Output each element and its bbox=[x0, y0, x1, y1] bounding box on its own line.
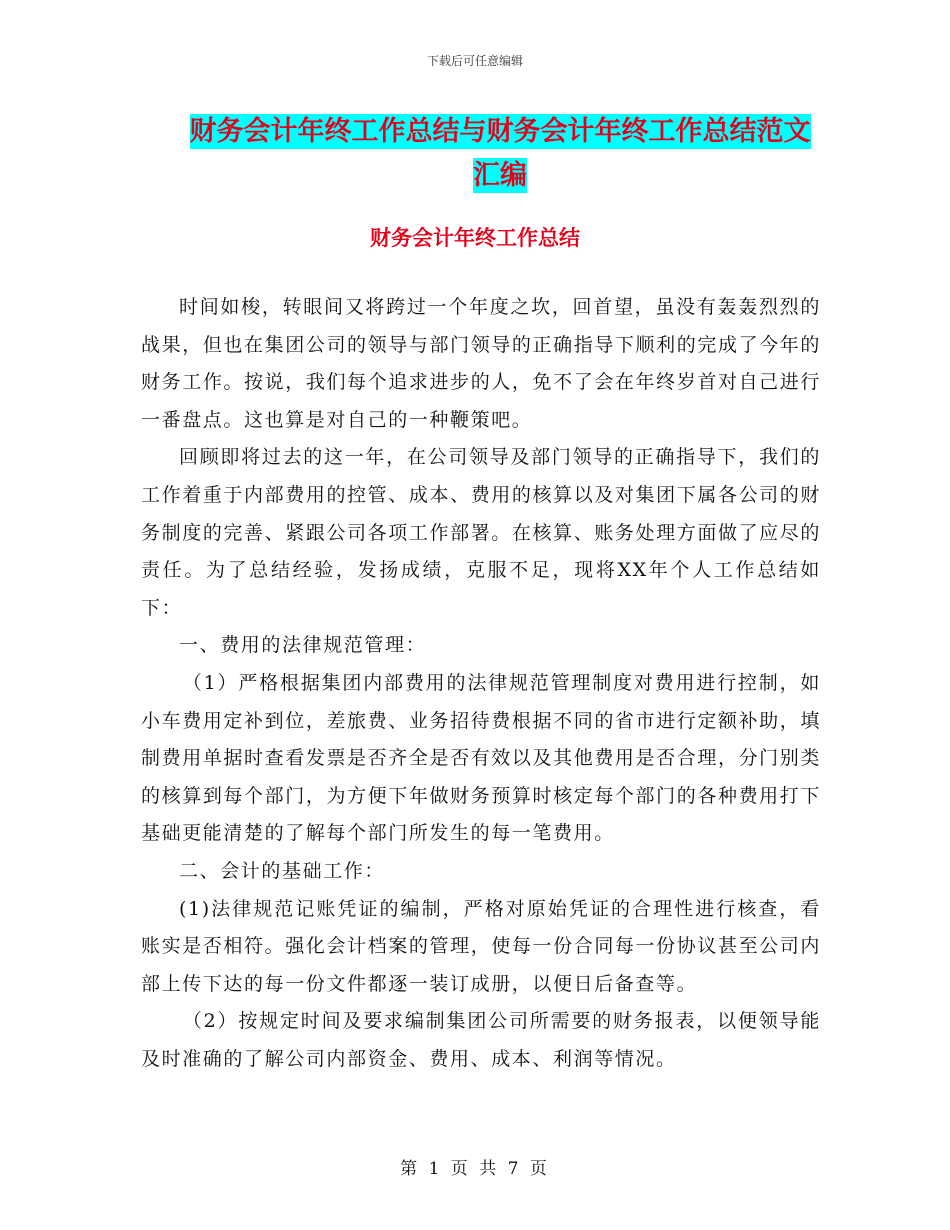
paragraph-expense-control: （1）严格根据集团内部费用的法律规范管理制度对费用进行控制，如小车费用定补到位，差旅费、业务招待费根据不同的省市进行定额补助，填制费用单据时查看发票是否齐全是否有效以及其他费用是否合理，分门别类的核算到每个部门，为方便下年做财务预算时核定每个部门的各种费用打下基础更能清楚的了解每个部门所发生的每一笔费用。 bbox=[141, 671, 821, 845]
header-note: 下载后可任意编辑 bbox=[426, 54, 523, 68]
heading-expense-management: 一、费用的法律规范管理： bbox=[179, 634, 427, 657]
document-title-line-2: 汇编 bbox=[473, 160, 527, 191]
paragraph-reports: （2）按规定时间及要求编制集团公司所需要的财务报表，以便领导能及时准确的了解公司内部资金、费用、成本、利润等情况。 bbox=[141, 1010, 821, 1070]
document-title bbox=[140, 110, 860, 198]
page-footer: 第 1 页 共 7 页 bbox=[400, 1159, 550, 1179]
paragraph-review: 回顾即将过去的这一年，在公司领导及部门领导的正确指导下，我们的工作着重于内部费用的控管、成本、费用的核算以及对集团下属各公司的财务制度的完善、紧跟公司各项工作部署。在核算、账务处理方面做了应尽的责任。为了总结经验，发扬成绩，克服不足，现将XX年个人工作总结如下： bbox=[141, 446, 821, 619]
paragraph-voucher: (1)法律规范记账凭证的编制，严格对原始凭证的合理性进行核查，看账实是否相符。强化会计档案的管理，使每一份合同每一份协议甚至公司内部上传下达的每一份文件都逐一装订成册，以便日后备查等。 bbox=[141, 897, 821, 995]
paragraph-intro: 时间如梭，转眼间又将跨过一个年度之坎，回首望，虽没有轰轰烈烈的战果，但也在集团公司的领导与部门领导的正确指导下顺利的完成了今年的财务工作。按说，我们每个追求进步的人，免不了会在年终岁首对自己进行一番盘点。这也算是对自己的一种鞭策吧。 bbox=[141, 296, 821, 431]
document-body bbox=[141, 289, 821, 1078]
section-title: 财务会计年终工作总结 bbox=[370, 226, 580, 250]
document-title-line-1: 财务会计年终工作总结与财务会计年终工作总结范文 bbox=[189, 116, 811, 147]
heading-accounting-basics: 二、会计的基础工作： bbox=[179, 859, 386, 882]
